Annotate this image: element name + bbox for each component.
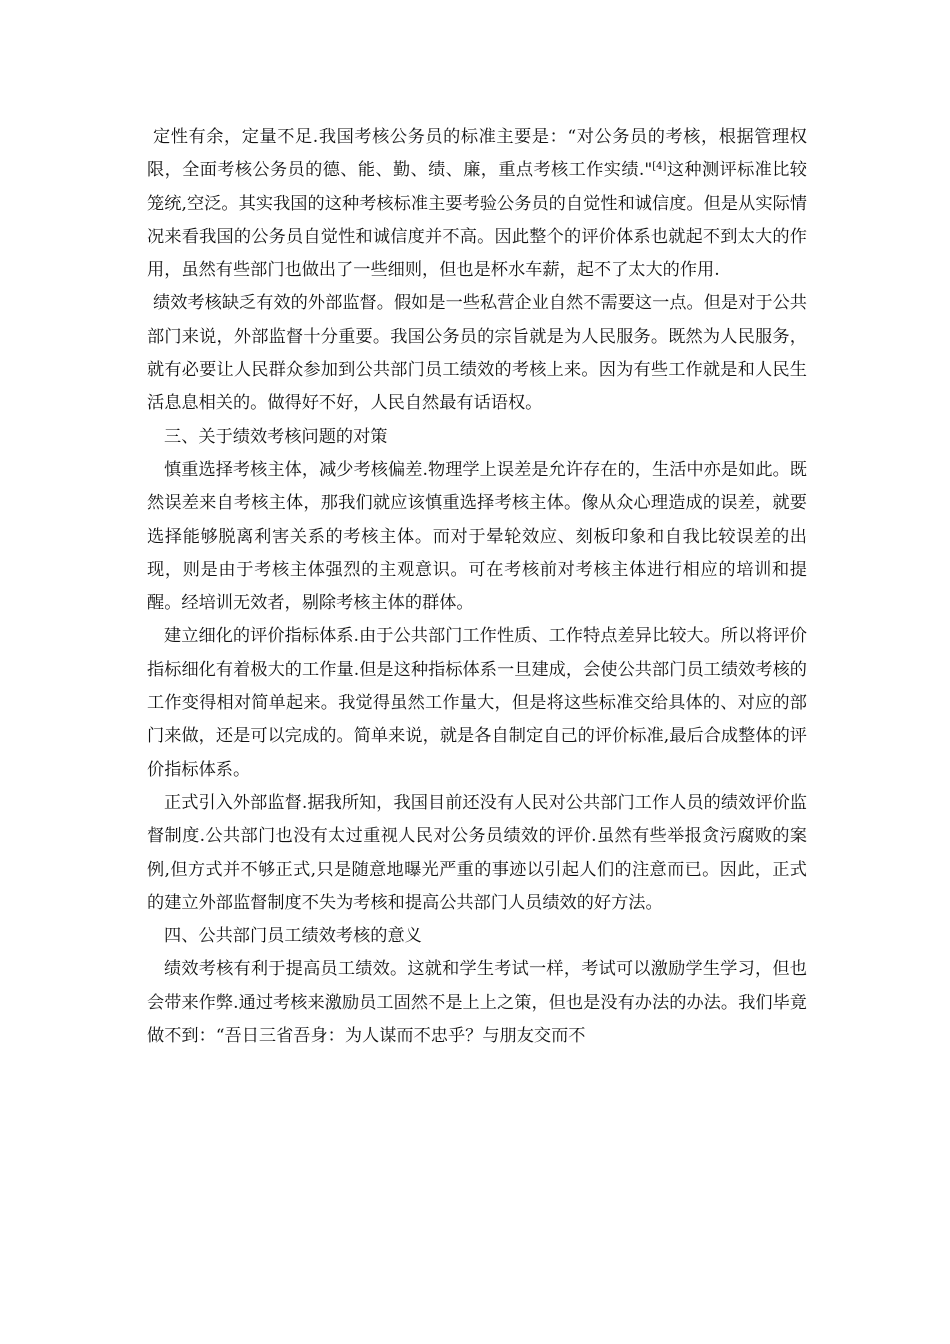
citation-reference: [4] — [652, 161, 667, 173]
section-heading-countermeasures — [147, 421, 807, 454]
heading-text: 四、公共部门员工绩效考核的意义 — [164, 926, 422, 947]
heading-text: 三、关于绩效考核问题的对策 — [164, 426, 388, 447]
section-heading-significance — [147, 920, 807, 953]
paragraph-improve-performance — [147, 953, 807, 1053]
paragraph-text: 慎重选择考核主体，减少考核偏差.物理学上误差是允许存在的，生活中亦是如此。既然误差来自考核主体，那我们就应该慎重选择考核主体。像从众心理造成的误差，就要选择能够脱离利害关系的考核主体。而对于晕轮效应、刻板印象和自我比较误差的出现，则是由于考核主体强烈的主观意识。可在考核前对考核主体进行相应的培训和提醒。经培训无效者，剔除考核主体的群体。 — [147, 459, 807, 614]
paragraph-introduce-supervision — [147, 787, 807, 920]
paragraph-text: 建立细化的评价指标体系.由于公共部门工作性质、工作特点差异比较大。所以将评价指标细化有着极大的工作量.但是这种指标体系一旦建成，会使公共部门员工绩效考核的工作变得相对简单起来。我觉得虽然工作量大，但是将这些标准交给具体的、对应的部门来做，还是可以完成的。简单来说，就是各自制定自己的评价标准,最后合成整体的评价指标体系。 — [147, 626, 807, 780]
paragraph-text: 定性有余，定量不足.我国考核公务员的标准主要是：“对公务员的考核，根据管理权限，全面考核公务员的德、能、勤、绩、廉，重点考核工作实绩." — [147, 127, 807, 181]
paragraph-indicator-system — [147, 620, 807, 786]
paragraph-choose-assessor — [147, 454, 807, 620]
paragraph-text-continued: 这种测评标准比较笼统,空泛。其实我国的这种考核标准主要考验公务员的自觉性和诚信度。但是从实际情况来看我国的公务员自觉性和诚信度并不高。因此整个的评价体系也就起不到太大的作用，虽然有些部门也做出了一些细则，但也是杯水车薪，起不了太大的作用. — [147, 160, 807, 281]
paragraph-text: 绩效考核有利于提高员工绩效。这就和学生考试一样，考试可以激励学生学习，但也会带来作弊.通过考核来激励员工固然不是上上之策，但也是没有办法的办法。我们毕竟做不到：“吾日三省吾身：为人谋而不忠乎？与朋友交而不 — [147, 959, 807, 1047]
paragraph-qualitative-assessment — [147, 121, 807, 287]
paragraph-text: 绩效考核缺乏有效的外部监督。假如是一些私营企业自然不需要这一点。但是对于公共部门来说，外部监督十分重要。我国公务员的宗旨就是为人民服务。既然为人民服务，就有必要让人民群众参加到公共部门员工绩效的考核上来。因为有些工作就是和人民生活息息相关的。做得好不好，人民自然最有话语权。 — [147, 293, 807, 414]
paragraph-text: 正式引入外部监督.据我所知，我国目前还没有人民对公共部门工作人员的绩效评价监督制度.公共部门也没有太过重视人民对公务员绩效的评价.虽然有些举报贪污腐败的案例,但方式并不够正式,只是随意地曝光严重的事迹以引起人们的注意而已。因此，正式的建立外部监督制度不失为考核和提高公共部门人员绩效的好方法。 — [147, 792, 807, 913]
paragraph-external-supervision-lacking — [147, 287, 807, 420]
document-page — [147, 121, 807, 1053]
